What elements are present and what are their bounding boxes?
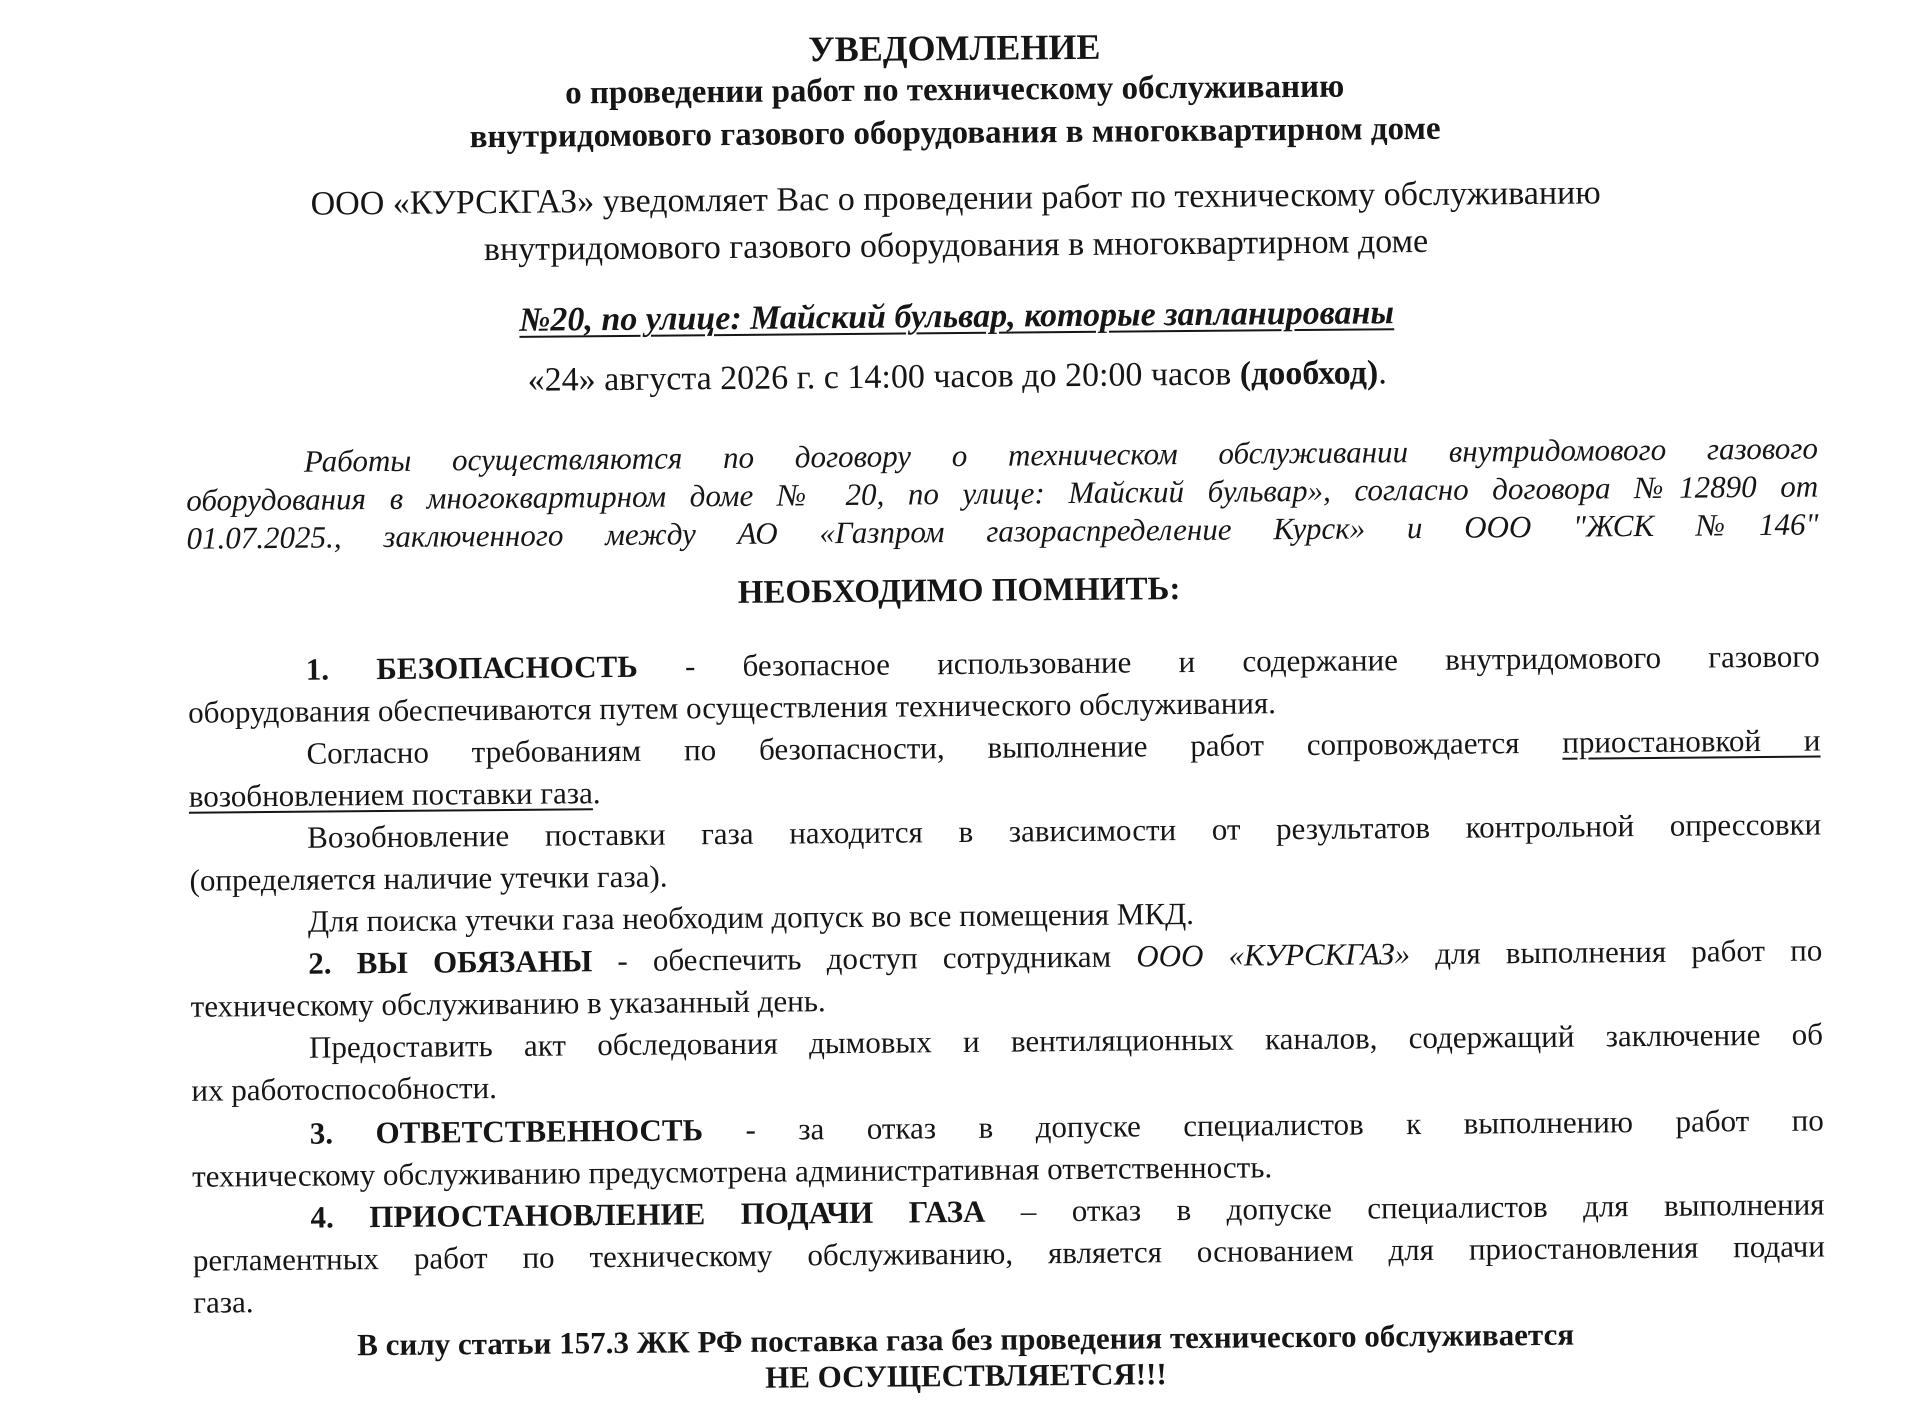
date-line — [0, 352, 1917, 403]
item2-text-italic: ООО «КУРСКГАЗ» — [1136, 936, 1411, 974]
date-bold: (дообход) — [1239, 354, 1379, 393]
intro-line2: внутридомового газового оборудования в многоквартирном доме — [483, 222, 1429, 269]
item4-line2: регламентных работ по техническому обслуживанию, является основанием для приостановления подачи — [192, 1228, 1825, 1278]
item3-line2: техническому обслуживанию предусмотрена административная ответственность. — [192, 1149, 1273, 1194]
item4-label: 4. ПРИОСТАНОВЛЕНИЕ ПОДАЧИ ГАЗА — [310, 1193, 986, 1235]
item1-p2-underline2: возобновлением поставки газа — [188, 775, 593, 814]
item1-p2-end: . — [592, 775, 601, 811]
document-title: УВЕДОМЛЕНИЕ — [808, 26, 1101, 70]
item4-text: – отказ в допуске специалистов для выполнения — [985, 1186, 1825, 1229]
footer-line2: НЕ ОСУЩЕСТВЛЯЕТСЯ!!! — [764, 1356, 1167, 1395]
item4-line1 — [310, 1186, 1825, 1235]
item3-text: - за отказ в допуске специалистов к выполнению работ по — [702, 1102, 1824, 1148]
intro-line1: ООО «КУРСКГАЗ» уведомляет Вас о проведении работ по техническому обслуживанию — [310, 174, 1601, 223]
item1-p2-underline: приостановкой и — [1562, 722, 1821, 760]
item1-line2: оборудования обеспечиваются путем осуществления технического обслуживания. — [187, 685, 1277, 730]
document-subtitle-line2: внутридомового газового оборудования в многоквартирном доме — [469, 110, 1441, 156]
item2-text-b: для выполнения работ по — [1409, 932, 1823, 972]
item2-line2: техническому обслуживанию в указанный день. — [190, 983, 826, 1024]
footer-line1: В силу статьи 157.3 ЖК РФ поставка газа без проведения технического обслуживается — [357, 1316, 1575, 1363]
document-subtitle-line1: о проведении работ по техническому обслуживанию — [565, 68, 1345, 112]
item3-label: 3. ОТВЕТСТВЕННОСТЬ — [309, 1112, 704, 1151]
item1-p3-line2: (определяется наличие утечки газа). — [189, 858, 668, 898]
item2-label: 2. ВЫ ОБЯЗАНЫ — [308, 943, 593, 981]
item1-p2-line2 — [189, 777, 601, 812]
item1-line1 — [305, 638, 1820, 687]
item1-p2-line1 — [306, 722, 1821, 771]
item1-p4-line1: Для поиска утечки газа необходим допуск во все помещения МКД. — [307, 895, 1195, 939]
item1-label: 1. БЕЗОПАСНОСТЬ — [305, 648, 638, 687]
item2-line1 — [308, 932, 1823, 981]
item1-text: - безопасное использование и содержание внутридомового газового — [637, 638, 1820, 684]
date-end: . — [1378, 354, 1387, 392]
item1-p2-text: Согласно требованиям по безопасности, выполнение работ сопровождается — [306, 724, 1563, 771]
item1-p3-line1: Возобновление поставки газа находится в зависимости от результатов контрольной опрессовки — [307, 806, 1822, 855]
address-line: №20, по улице: Майский бульвар, которые запланированы — [519, 294, 1395, 339]
item4-line3: газа. — [193, 1284, 254, 1320]
item3-line1 — [309, 1102, 1824, 1151]
contract-line3: 01.07.2025., заключенного между АО «Газпром газораспределение Курск» и ООО "ЖСК №146" — [186, 506, 1819, 556]
remember-heading: НЕОБХОДИМО ПОМНИТЬ: — [737, 571, 1181, 611]
contract-line1: Работы осуществляются по договору о техническом обслуживании внутридомового газового — [303, 430, 1819, 479]
date-text: «24» августа 2026 г. с 14:00 часов до 20:00 часов — [527, 355, 1240, 399]
contract-line2: оборудования в многоквартирном доме № 20, по улице: Майский бульвар», согласно договора №12890 от — [186, 468, 1819, 518]
item2-p2-line1: Предоставить акт обследования дымовых и вентиляционных каналов, содержащий заключение об — [308, 1016, 1824, 1065]
item2-text-a: - обеспечить доступ сотрудникам — [592, 938, 1137, 979]
item2-p2-line2: их работоспособности. — [191, 1070, 498, 1108]
